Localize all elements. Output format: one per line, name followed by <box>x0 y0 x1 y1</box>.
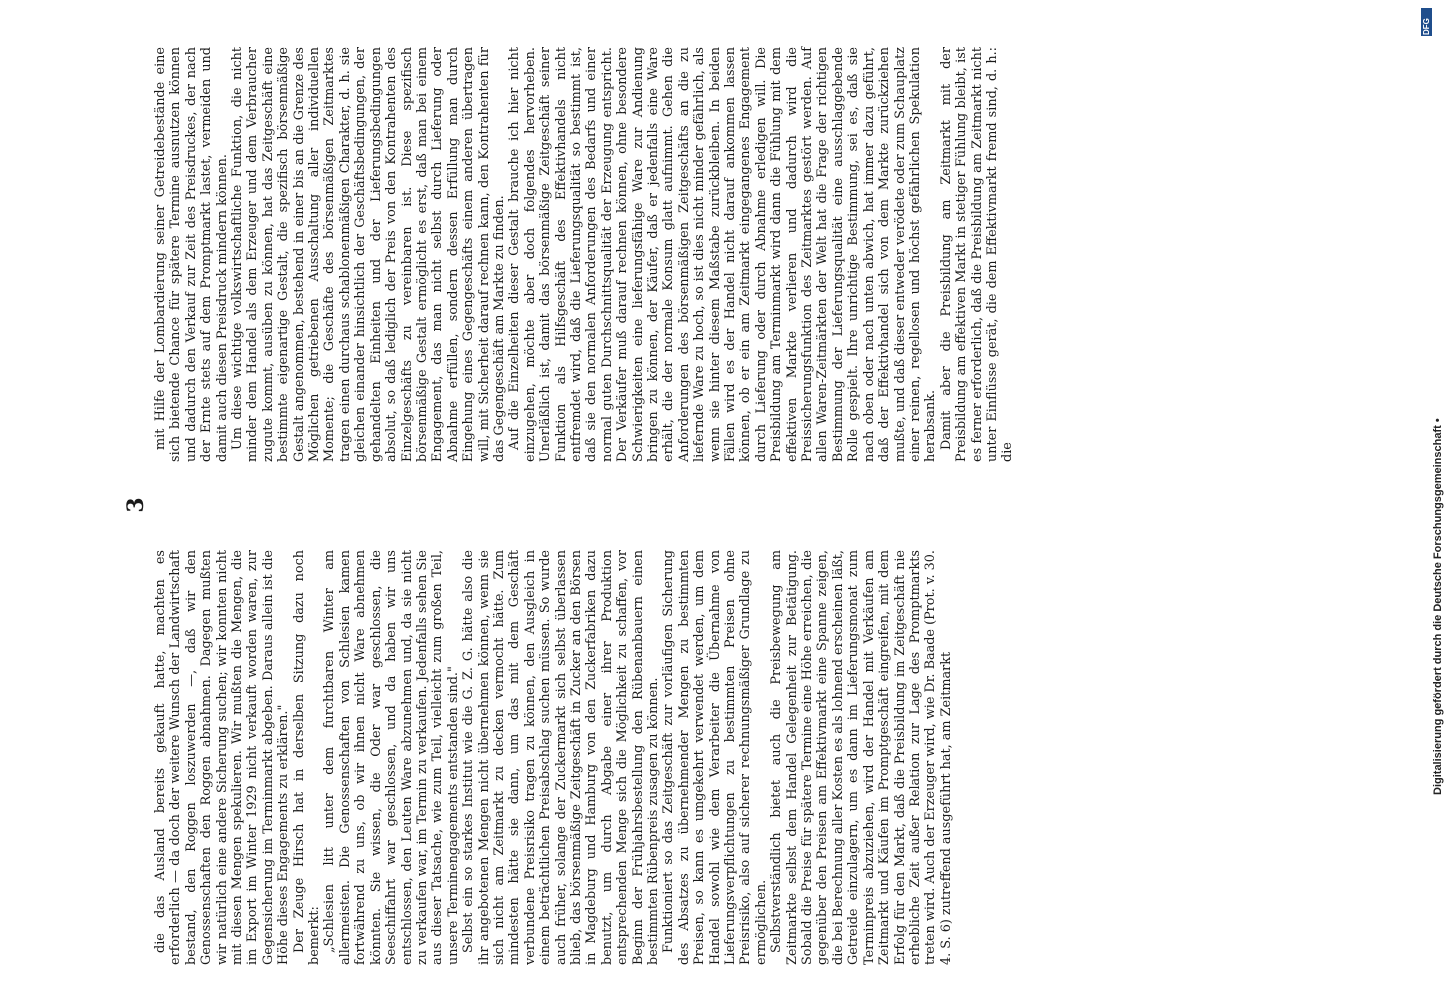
paragraph: Selbst ein so starkes Institut wie die G. Z. G. hätte also die ihr angebotenen Mengen nicht übernehmen können, wenn sie sich nicht am Zeitmarkt zu decken vermocht hätte. Zum mindesten hätte sie dann, um das mit dem Geschäft verbundene Preisrisiko tragen zu können, den Ausgleich in einem beträchtlichen Preisabschlag suchen müssen. So wurde auch früher, solange der Zuckermarkt sich selbst überlassen blieb, das börsenmäßige Zeitgeschäft in Zucker an den Börsen in Magdeburg und Hamburg von den Zuckerfabriken dazu benutzt, um durch Abgabe einer ihrer Produktion entsprechenden Menge sich die Möglichkeit zu schaffen, vor Beginn der Frühjahrsbestellung den Rübenanbauern einen bestimmten Rübenpreis zusagen zu können. <box>461 550 661 965</box>
digitization-credit-text: Digitalisierung gefördert durch die Deutsche Forschungsgemeinschaft • <box>1432 418 1444 795</box>
quote-paragraph: „Schlesien litt unter dem furchtbaren Winter am allermeisten. Die Genossenschaften von Schlesien kamen fortwährend zu uns, ob wir ihnen nicht Ware abnehmen könnten. Sie wissen, die Oder war geschlossen, die Seeschiffahrt war geschlossen, und da haben wir uns entschlossen, den Leuten Ware abzunehmen und, da sie nicht zu verkaufen war, im Termin zu verkaufen. Jedenfalls sehen Sie aus dieser Tatsache, wie zum Teil, vielleicht zum großen Teil, unsere Terminengagements entstanden sind." <box>322 550 461 965</box>
paragraph: mit Hilfe der Lombardierung seiner Getreidebestände eine sich bietende Chance für spätere Termine ausnutzen können und dadurch den Verkauf zur Zeit des Preisdruckes, der nach der Ernte stets auf dem Promptmarkt lastet, vermeiden und damit auch diesen Preisdruck mindern können. <box>153 47 230 462</box>
paragraph: Der Zeuge Hirsch hat in derselben Sitzung dazu noch bemerkt: <box>291 550 323 965</box>
dfg-logo-label: DFG <box>1422 18 1431 35</box>
dfg-logo-icon <box>1421 8 1432 36</box>
paragraph: Selbstverständlich bietet auch die Preisbewegung am Zeitmarkte selbst dem Handel Gelegenheit zur Betätigung. Sobald die Preise für spätere Termine eine Höhe erreichen, die gegenüber den Preisen am Effektivmarkt eine Spanne zeigen, die bei Berechnung aller Kosten es als lohnend erscheinen läßt, Getreide einzulagern, um es dann im Lieferungsmonat zum Terminpreis abzuziehen, wird der Handel mit Verkäufen am Zeitmarkt und Käufen im Promptgeschäft eingreifen, mit dem Erfolg für den Markt, daß die Preisbildung im Zeitgeschäft nie erhebliche Zeit außer Relation zur Lage des Promptmarkts treten wird. Auch der Erzeuger wird, wie Dr. Baade (Prot. v. 30. 4. S. 6) zutreffend ausgeführt hat, am Zeitmarkt <box>769 550 954 965</box>
paragraph: Damit aber die Preisbildung am Zeitmarkt mit der Preisbildung am effektiven Markt in stetiger Fühlung bleibt, ist es ferner erforderlich, daß die Preisbildung am Zeitmarkt nicht unter Einflüsse gerät, die dem Effektivmarkt fremd sind, d. h.: die <box>938 47 1016 462</box>
paragraph: Auf die Einzelheiten dieser Gestalt brauche ich hier nicht einzugehen, möchte aber doch folgendes hervorheben. Unerläßlich ist, damit das börsenmäßige Zeitgeschäft seiner Funktion als Hilfsgeschäft des Effektivhandels nicht entfremdet wird, daß die Lieferungsqualität so bestimmt ist, daß sie den normalen Anforderungen des Bedarfs und einer normal guten Durchschnittsqualität der Erzeugung entspricht. Der Verkäufer muß darauf rechnen können, ohne besondere Schwierigkeiten eine lieferungsfähige Ware zur Andienung bringen zu können, der Käufer, daß er jedenfalls eine Ware erhält, die der normale Konsum glatt aufnimmt. Gehen die Anforderungen des börsenmäßigen Zeitgeschäfts an die zu liefernde Ware zu hoch, so ist dies nicht minder gefährlich, als wenn sie hinter diesem Maßstabe zurückbleiben. In beiden Fällen wird es der Handel nicht darauf ankommen lassen können, ob er ein am Zeitmarkt eingegangenes Engagement durch Lieferung oder durch Abnahme erledigen will. Die Preisbildung am Terminmarkt wird dann die Fühlung mit dem effektiven Markte verlieren und dadurch wird die Preissicherungsfunktion des Zeitmarktes gestört werden. Auf allen Waren-Zeitmärkten der Welt hat die Frage der richtigen Bestimmung der Lieferungsqualität eine ausschlaggebende Rolle gespielt. Ihre unrichtige Bestimmung, sei es, daß sie nach oben oder nach unten abwich, hat immer dazu geführt, daß der Effektivhandel sich von dem Markte zurückziehen mußte, und daß dieser entweder verödete oder zum Schauplatz einer reinen, regellosen und höchst gefährlichen Spekulation herabsank. <box>507 47 939 462</box>
paragraph: die das Ausland bereits gekauft hatte, machten es erforderlich — da doch der weitere Wunsch der Landwirtschaft bestand, den Roggen loszuwerden —, daß wir den Genossenschaften den Roggen abnahmen. Dagegen mußten wir natürlich eine andere Sicherung suchen; wir konnten nicht mit diesen Mengen spekulieren. Wir mußten die Mengen, die im Export im Winter 1929 nicht verkauft worden waren, zur Gegensicherung im Terminmarkt abgeben. Daraus allein ist die Höhe dieses Engagements zu erklären." <box>153 550 292 965</box>
text-column-right <box>153 47 1016 462</box>
digitization-credit-strip <box>1416 0 1444 1000</box>
text-column-left <box>153 550 954 965</box>
rotated-document-page <box>125 45 1285 965</box>
paragraph: Funktioniert so das Zeitgeschäft zur vorläufigen Sicherung des Absatzes zu übernehmender Mengen zu bestimmten Preisen, so kann es umgekehrt verwendet werden, um dem Handel sowohl wie dem Verarbeiter die Übernahme von Lieferungsverpflichtungen zu bestimmten Preisen ohne Preisrisiko, also auf sicherer rechnungsmäßiger Grundlage zu ermöglichen. <box>661 550 769 965</box>
page-number: 3 <box>123 497 149 513</box>
paragraph: Um diese wichtige volkswirtschaftliche Funktion, die nicht minder dem Handel als dem Erzeuger und dem Verbraucher zugute kommt, ausüben zu können, hat das Zeitgeschäft eine bestimmte eigenartige Gestalt, die spezifisch börsenmäßige Gestalt angenommen, bestehend in einer bis an die Grenze des Möglichen getriebenen Ausschaltung aller individuellen Momente; die Geschäfte des börsenmäßigen Zeitmarktes tragen einen durchaus schablonenmäßigen Charakter, d. h. sie gleichen einander hinsichtlich der Geschäftsbedingungen, der gehandelten Einheiten und der Lieferungsbedingungen absolut, so daß lediglich der Preis von den Kontrahenten des Einzelgeschäfts zu vereinbaren ist. Diese spezifisch börsenmäßige Gestalt ermöglicht es erst, daß man bei einem Engagement, das man nicht selbst durch Lieferung oder Abnahme erfüllen, sondern dessen Erfüllung man durch Eingehung eines Gegengeschäfts einem anderen übertragen will, mit Sicherheit darauf rechnen kann, den Kontrahenten für das Gegengeschäft am Markte zu finden. <box>230 47 507 462</box>
